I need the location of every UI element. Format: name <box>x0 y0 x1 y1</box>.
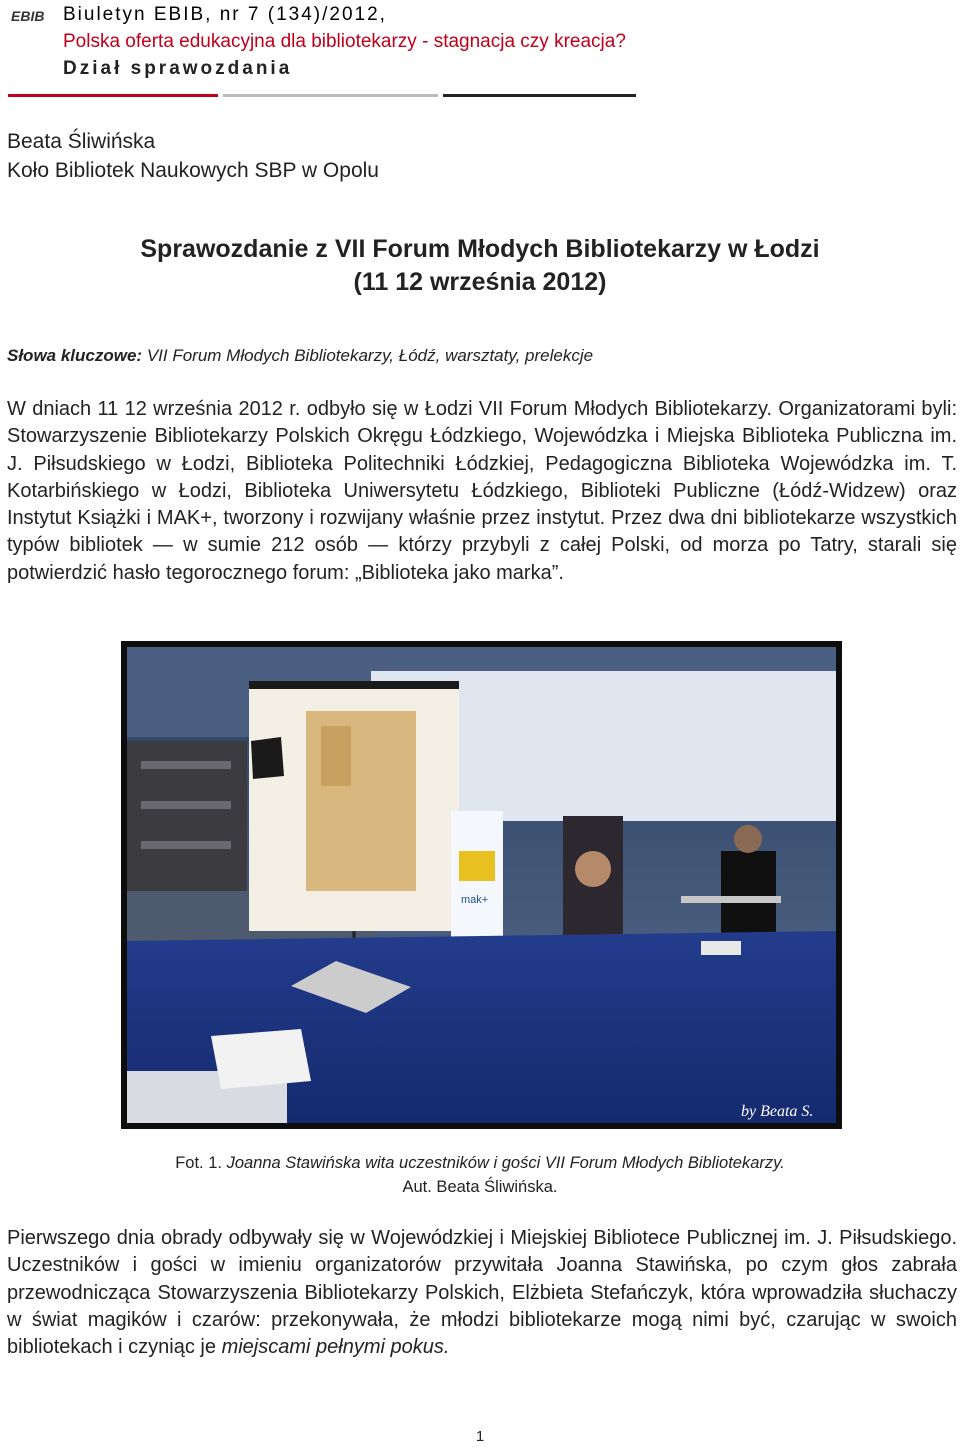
paragraph-day-one-italic: miejscami pełnymi pokus. <box>221 1336 450 1359</box>
ebib-logo <box>10 6 50 26</box>
article-title: Sprawozdanie z VII Forum Młodych Bibliotekarzy w Łodzi <box>140 235 820 263</box>
author-block <box>7 127 379 185</box>
author-name: Beata Śliwińska <box>7 130 156 153</box>
issue-title: Polska oferta edukacyjna dla bibliotekarzy - stagnacja czy kreacja? <box>63 31 626 52</box>
article-dates: (11 12 września 2012) <box>353 268 607 296</box>
logo-text: EBIB <box>11 8 45 24</box>
paragraph-day-one-text: Pierwszego dnia obrady odbywały się w Wojewódzkiej i Miejskiej Bibliotece Publicznej im. J. Piłsudskiego. Uczestników i gości w imieniu organizatorów przywitała Joanna Stawińska, po czym głos zabrała przewodnicząca Stowarzyszenia Bibliotekarzy Polskich, Elżbieta Stefańczyk, która wprowadziła słuchaczy w świat magików i czarów: przekonywała, że młodzi bibliotekarze mogą nimi być, czarując w swoich bibliotekach i czyniąc je <box>7 1227 957 1359</box>
author-affiliation: Koło Bibliotek Naukowych SBP w Opolu <box>7 159 379 182</box>
keywords <box>7 346 593 366</box>
caption-text: Joanna Stawińska wita uczestników i gości VII Forum Młodych Bibliotekarzy. <box>226 1154 785 1172</box>
caption-author: Aut. Beata Śliwińska. <box>402 1178 558 1196</box>
paragraph-day-one <box>7 1225 957 1361</box>
event-photo <box>121 641 842 1129</box>
paragraph-intro: W dniach 11 12 września 2012 r. odbyło się w Łodzi VII Forum Młodych Bibliotekarzy. Organizatorami byli: Stowarzyszenie Bibliotekarzy Polskich Okręgu Łódzkiego, Wojewódzka i Miejska Biblioteka Publiczna im. J. Piłsudskiego w Łodzi, Biblioteka Politechniki Łódzkiej, Pedagogiczna Biblioteka Wojewódzka im. T. Kotarbińskiego w Łodzi, Biblioteka Uniwersytetu Łódzkiego, Biblioteki Publiczne (Łódź-Widzew) oraz Instytut Książki i MAK+, tworzony i rozwijany właśnie przez instytut. Przez dwa dni bibliotekarze wszystkich typów bibliotek — w sumie 212 osób — którzy przybyli z całej Polski, od morza po Tatry, starali się potwierdzić hasło tegorocznego forum: „Biblioteka jako marka”. <box>7 398 957 584</box>
photo-caption <box>0 1151 960 1175</box>
keywords-list: VII Forum Młodych Bibliotekarzy, Łódź, warsztaty, prelekcje <box>146 346 594 365</box>
photo-watermark: by Beata S. <box>741 1103 814 1120</box>
keywords-label: Słowa kluczowe: <box>7 346 143 365</box>
section-label: Dział sprawozdania <box>63 58 293 79</box>
caption-prefix: Fot. 1. <box>175 1154 222 1172</box>
photo-banner-text: mak+ <box>461 894 489 906</box>
page-number: 1 <box>475 1428 485 1445</box>
header-rule <box>8 93 636 98</box>
bulletin-title: Biuletyn EBIB, nr 7 (134)/2012, <box>63 4 387 25</box>
